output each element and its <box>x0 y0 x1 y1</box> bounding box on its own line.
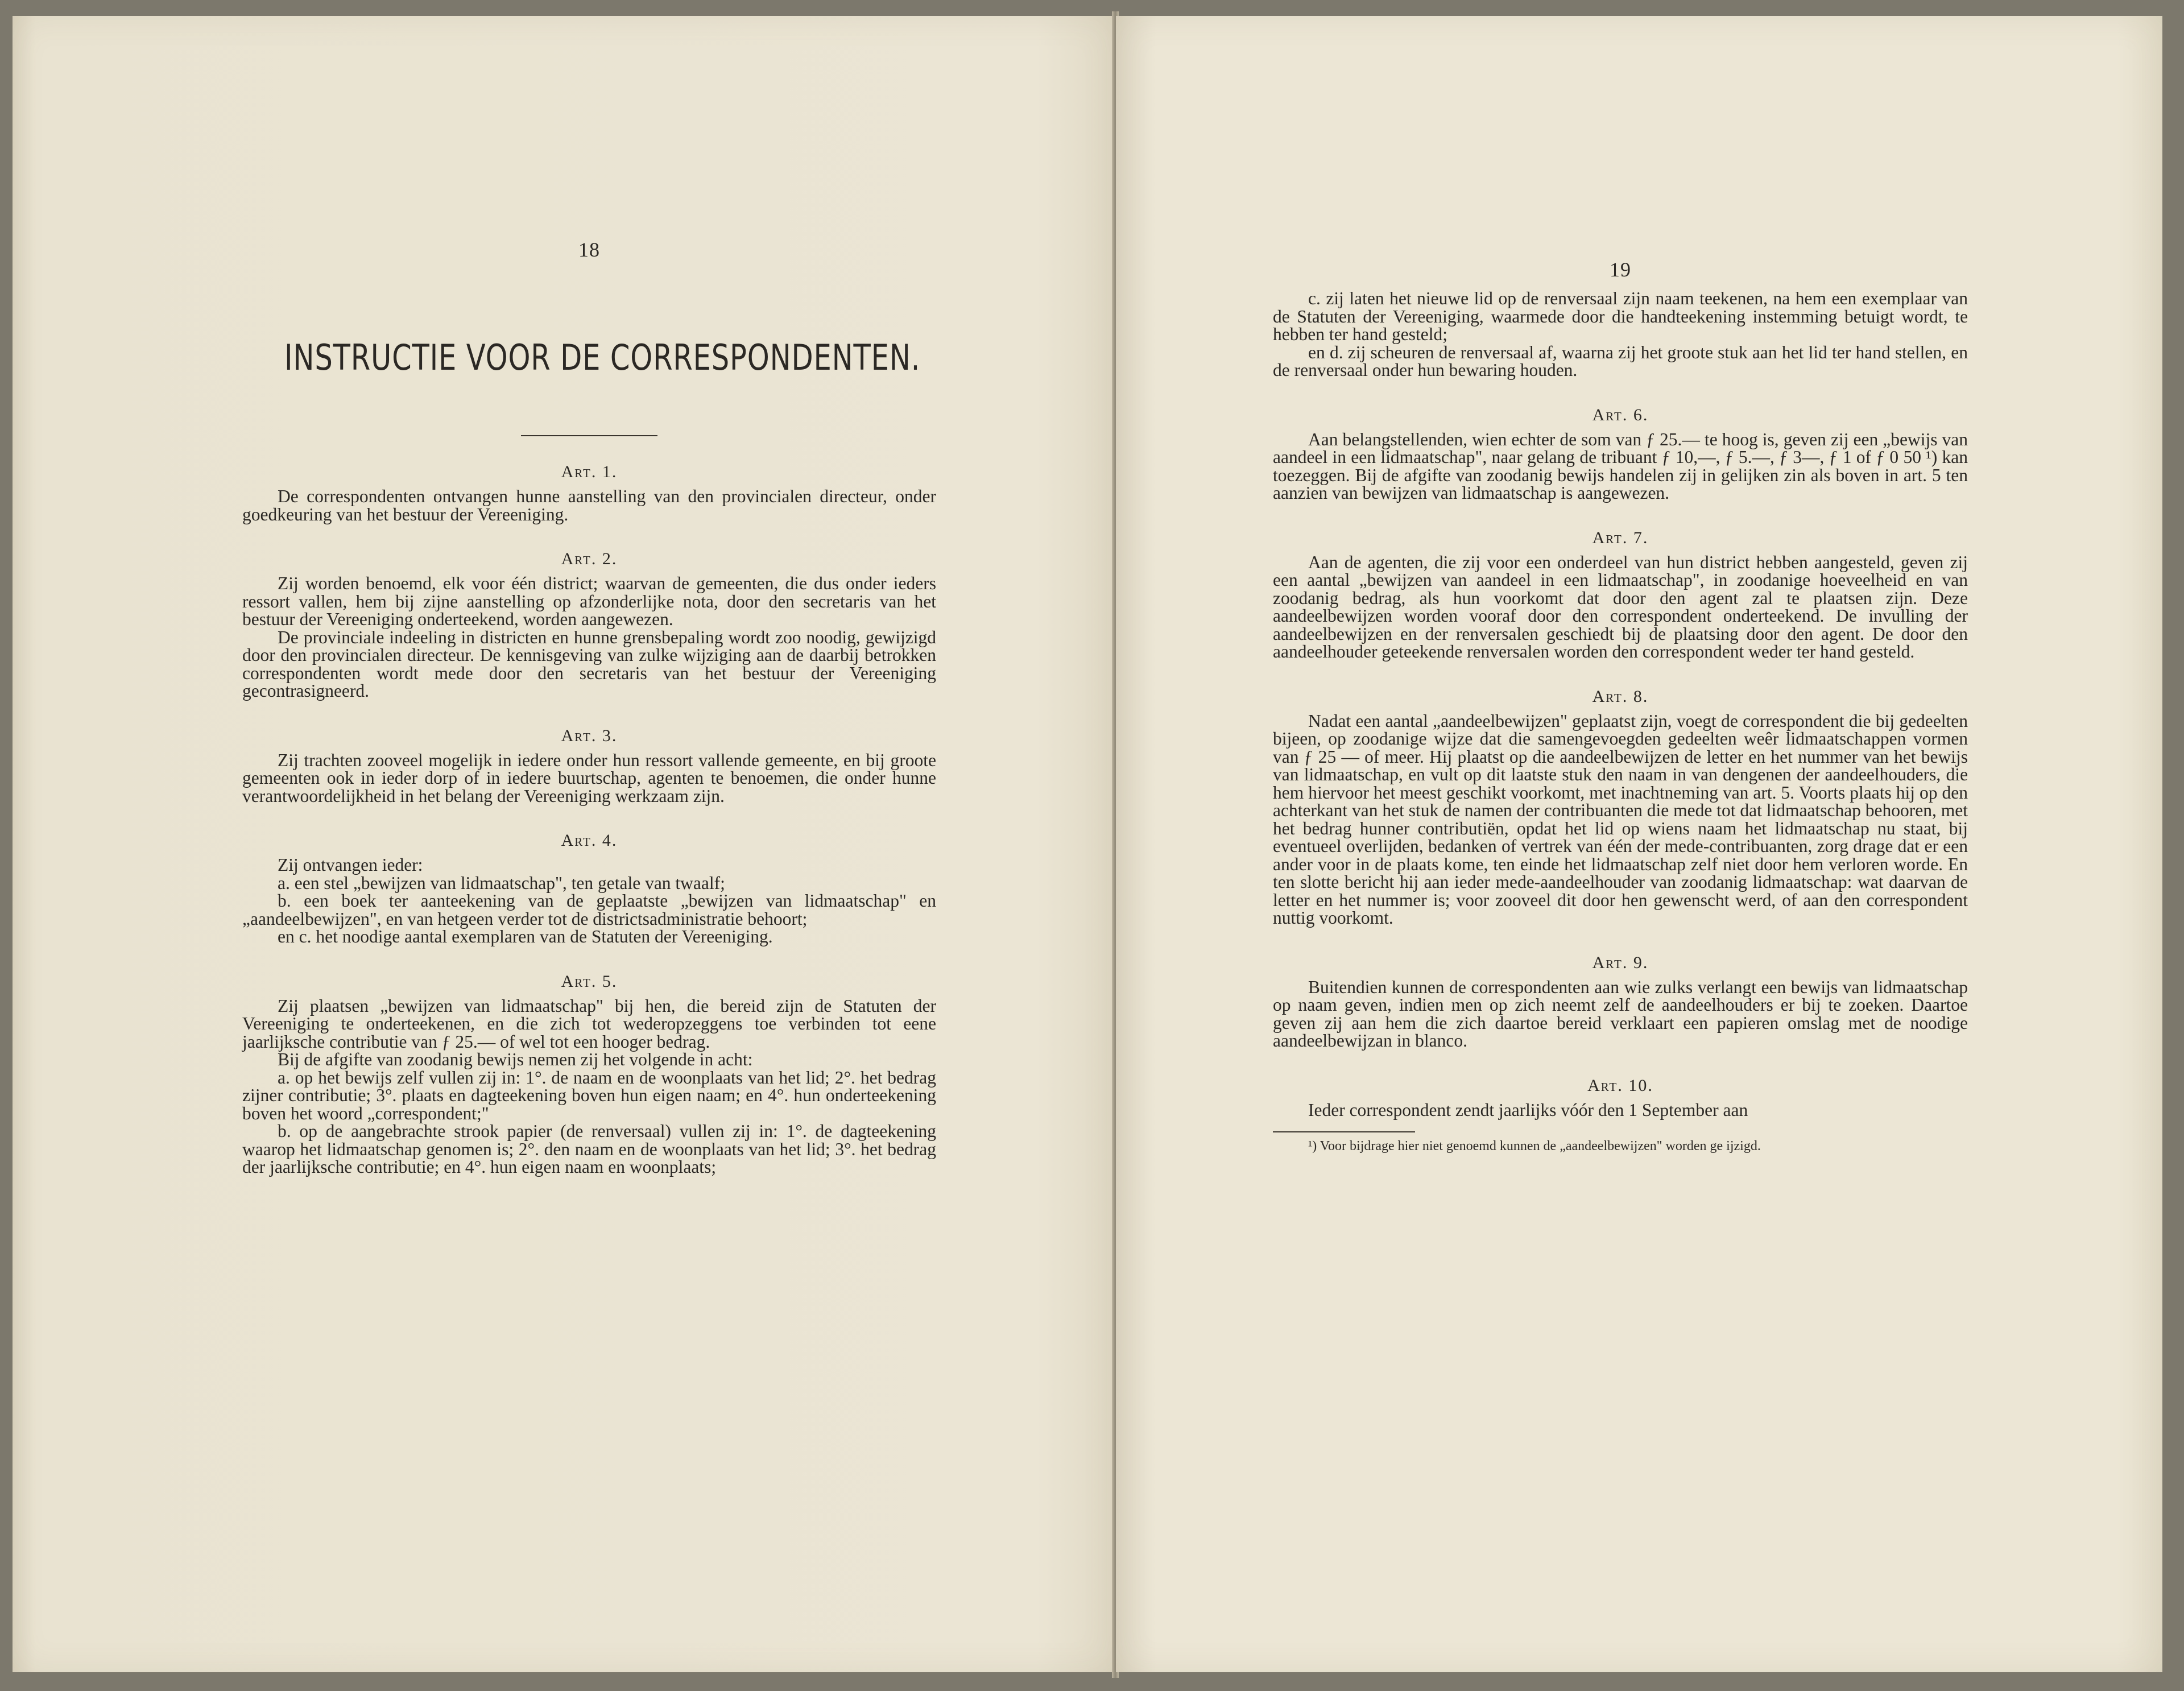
article-5-continuation <box>1273 290 1968 379</box>
article-paragraph: Zij ontvangen ieder: <box>278 855 423 875</box>
left-page <box>13 16 1115 1672</box>
article-7 <box>1273 528 1968 661</box>
article-paragraph: a. op het bewijs zelf vullen zij in: 1°. de naam en de woonplaats van het lid; 2°. het bedrag zijner contributie; 3°. plaats en dagteekening boven hun eigen naam; en 4°. hun onderteekening boven het woord „correspondent;" <box>242 1067 936 1123</box>
document-title: INSTRUCTIE VOOR DE CORRESPONDENTEN. <box>284 337 921 378</box>
article-heading: Art. 5. <box>561 971 618 991</box>
page-number-left: 18 <box>578 238 600 261</box>
article-paragraph: Buitendien kunnen de correspondenten aan wie zulks verlangt een bewijs van lidmaatschap op naam geven, indien men op zich neemt zelf de aandeelhouders er bij te zoeken. Daartoe geven zij aan hem die zich daartoe bereid verklaart een papieren omslag met de noodige aandeelbewijzan in blanco. <box>1273 977 1968 1051</box>
article-heading: Art. 1. <box>561 462 618 481</box>
article-heading: Art. 10. <box>1587 1076 1653 1095</box>
left-page-column <box>242 238 936 1176</box>
article-3 <box>242 726 936 805</box>
article-heading: Art. 2. <box>561 549 618 568</box>
article-paragraph: Zij trachten zooveel mogelijk in iedere onder hun ressort vallende gemeente, en bij groote gemeenten ook in ieder dorp of in iedere buurtschap, agenten te benoemen, die onder hunne verantwoordelijkheid in het belang der Vereeniging werkzaam zijn. <box>242 750 936 806</box>
title-divider <box>521 435 657 436</box>
article-heading: Art. 3. <box>561 726 618 745</box>
right-page <box>1116 16 2162 1672</box>
article-paragraph: Aan belangstellenden, wien echter de som van ƒ 25.— te hoog is, geven zij een „bewijs van aandeel in een lidmaatschap", naar gelang de tribuant ƒ 10,—, ƒ 5.—, ƒ 3—, ƒ 1 of ƒ 0 50 ¹) kan toezeggen. Bij de afgifte van zoodanig bewijs handelen zij in gelijken zin als boven in art. 5 ten aanzien van bewijzen van lidmaatschap is aangewezen. <box>1273 429 1968 503</box>
article-10 <box>1273 1076 1968 1119</box>
article-paragraph: en c. het noodige aantal exemplaren van de Statuten der Vereeniging. <box>278 927 773 946</box>
article-4 <box>242 831 936 946</box>
footnote: ¹) Voor bijdrage hier niet genoemd kunnen de „aandeelbewijzen" worden ge ijzigd. <box>1308 1139 1761 1153</box>
article-paragraph: Bij de afgifte van zoodanig bewijs nemen zij het volgende in acht: <box>278 1049 753 1069</box>
article-paragraph: b. op de aangebrachte strook papier (de renversaal) vullen zij in: 1°. de dagteekening waarop het lidmaatschap genomen is; 2°. den naam en de woonplaats van het lid; 3°. het bedrag der jaarlijksche contributie; en 4°. hun eigen naam en woonplaats; <box>242 1121 936 1177</box>
article-paragraph: Ieder correspondent zendt jaarlijks vóór den 1 September aan <box>1308 1099 1748 1120</box>
article-paragraph: De correspondenten ontvangen hunne aanstelling van den provincialen directeur, onder goedkeuring van het bestuur der Vereeniging. <box>242 486 936 524</box>
page-number-right: 19 <box>1610 258 1631 281</box>
article-paragraph: Zij plaatsen „bewijzen van lidmaatschap" bij hen, die bereid zijn de Statuten der Vereeniging te onderteekenen, en die zich tot wederopzeggens toe verbinden tot eene jaarlijksche contributie van ƒ 25.— of wel tot een hooger bedrag. <box>242 995 936 1052</box>
article-paragraph: b. een boek ter aanteekening van de geplaatste „bewijzen van lidmaatschap" en „aandeelbewijzen", en van hetgeen verder tot de districtsadministratie behoort; <box>242 891 936 929</box>
article-9 <box>1273 953 1968 1050</box>
article-2 <box>242 549 936 700</box>
article-paragraph: a. een stel „bewijzen van lidmaatschap", ten getale van twaalf; <box>278 873 725 893</box>
article-heading: Art. 6. <box>1592 405 1649 424</box>
article-heading: Art. 8. <box>1592 687 1649 706</box>
article-heading: Art. 7. <box>1592 528 1649 547</box>
article-paragraph: Aan de agenten, die zij voor een onderdeel van hun district hebben aangesteld, geven zij een aantal „bewijzen van aandeel in een lidmaatschap", in zoodanige hoeveelheid en van zoodanig bedrag, als hun voorkomt dat door den agent zal te plaatsen zijn. Deze aandeelbewijzen worden vooraf door den correspondent onderteekend. De invulling der aandeelbewijzen en der renversalen geschiedt bij de plaatsing door den agent. De door den aandeelhouder geteekende renversalen worden den correspondent weder ter hand gesteld. <box>1273 552 1968 661</box>
article-heading: Art. 9. <box>1592 953 1649 972</box>
article-paragraph: De provinciale indeeling in districten en hunne grensbepaling wordt zoo noodig, gewijzigd door den provincialen directeur. De kennisgeving van zulke wijziging aan de daarbij betrokken correspondenten wordt mede door den secretaris van het bestuur der Vereeniging gecontrasigneerd. <box>242 627 936 701</box>
article-paragraph: en d. zij scheuren de renversaal af, waarna zij het groote stuk aan het lid ter hand stellen, en de renversaal onder hun bewaring houden. <box>1273 342 1968 380</box>
article-paragraph: c. zij laten het nieuwe lid op de renversaal zijn naam teekenen, na hem een exemplaar van de Statuten der Vereeniging, waarmede door die handteekening instemming betuigt wordt, te hebben ter hand gesteld; <box>1273 288 1968 344</box>
article-5 <box>242 972 936 1176</box>
article-paragraph: Nadat een aantal „aandeelbewijzen" geplaatst zijn, voegt de correspondent die bij gedeelten bijeen, op zoodanige wijze dat die samengevoegden gedeelten weêr lidmaatschappen vormen van ƒ 25 — of meer. Hij plaatst op die aandeelbewijzen de letter en het nummer van het bewijs van lidmaatschap, en vult op dit laatste stuk den naam in van dengenen der aandeelhouders, die hem hiervoor het meest geschikt voorkomt, met inachtneming van art. 5. Voorts plaats hij op den achterkant van het stuk de namen der contribuanten die mede tot dat lidmaatschap behooren, met het bedrag hunner contributiën, opdat het lid op wiens naam het lidmaatschap nu staat, bij eventueel overlijden, bedanken of vertrek van één der mede-contribuanten, zorg drage dat er een ander voor in de plaats kome, ten einde het lidmaatschap zelf niet door hem verloren worde. En ten slotte bericht hij aan ieder mede-aandeelhouder van zoodanig lidmaatschap: wat daarvan de letter en het nummer is; voor zooveel dit door hen gewenscht werd, of aan den correspondent nuttig voorkomt. <box>1273 710 1968 928</box>
article-6 <box>1273 406 1968 502</box>
article-paragraph: Zij worden benoemd, elk voor één district; waarvan de gemeenten, die dus onder ieders ressort vallen, hem bij zijne aanstelling op afzonderlijke nota, door den secretaris van het bestuur der Vereeniging onderteekend, worden aangewezen. <box>242 573 936 629</box>
footnote-divider <box>1273 1131 1415 1132</box>
article-heading: Art. 4. <box>561 831 618 850</box>
article-1 <box>242 462 936 523</box>
article-8 <box>1273 687 1968 927</box>
right-page-column <box>1273 258 1968 1154</box>
